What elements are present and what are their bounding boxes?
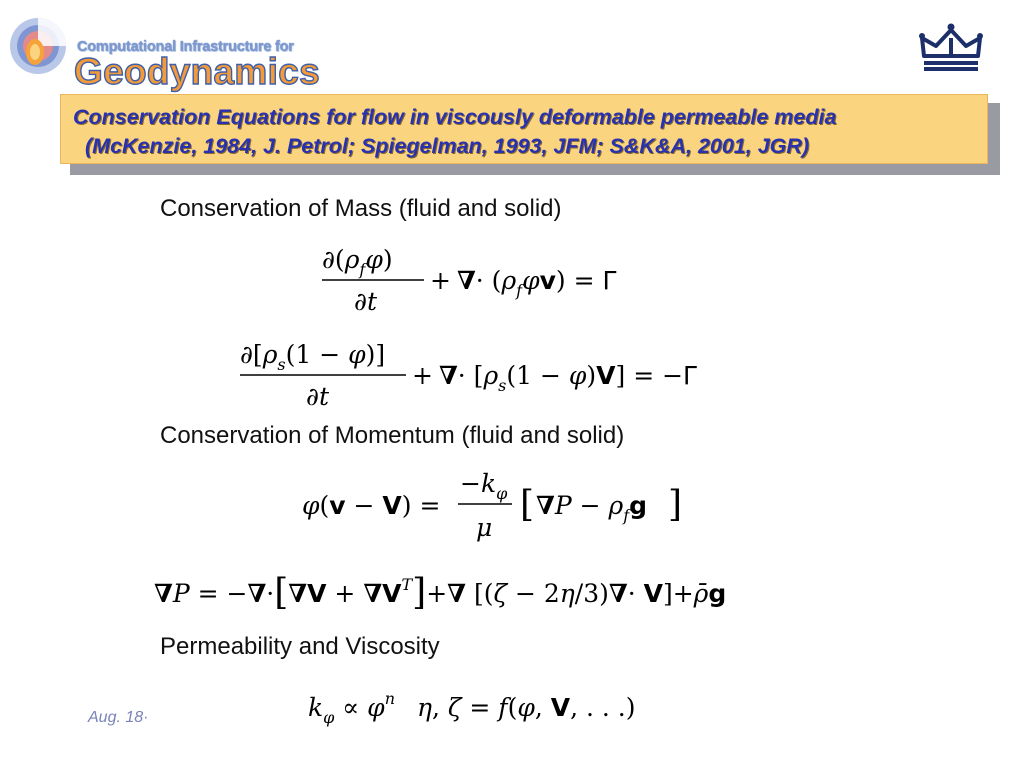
crown-icon: [918, 22, 984, 72]
cig-logo-mark-icon: [8, 16, 68, 76]
svg-text:μ: μ: [476, 513, 493, 542]
equation-darcy: [298, 468, 698, 548]
svg-text:∂(ρfφ): $\partial(\rho_f\varphi)$: [322, 245, 393, 279]
cig-logo: [8, 14, 338, 92]
heading-momentum: Conservation of Momentum (fluid and solid): [160, 422, 625, 449]
equation-momentum: [150, 568, 870, 624]
svg-text:∇P − ρfg: $\nabla P - \rho_fg$: [536, 491, 648, 525]
equation-mass-fluid: [318, 240, 668, 320]
heading-permeability: Permeability and Viscosity: [160, 633, 440, 660]
equation-mass-solid: [236, 335, 756, 415]
svg-text:−kφ: $-k_\varphi$: [460, 469, 508, 503]
logo-subtitle: Computational Infrastructure for: [77, 39, 294, 55]
svg-text:]: ]: [668, 484, 683, 525]
svg-text:+∇· [ρs(1 − φ)V] = −Γ: + ∇· $[\rho_s(1 - \varphi)V] = -\Gamma$: [412, 361, 697, 395]
svg-text:[: [: [520, 484, 535, 525]
logo-title: Geodynamics: [74, 51, 320, 92]
slide-title-line1: Conservation Equations for flow in viscously deformable permeable media: [73, 105, 837, 129]
svg-text:φ(v − V) =: φ(v − V) =: [302, 491, 441, 520]
equation-permeability: [304, 684, 694, 734]
svg-text:∂[ρs(1 − φ)]: $\partial[\rho_s(1 - \varphi)]$: [240, 340, 386, 374]
slide-title: [73, 103, 983, 161]
heading-mass: Conservation of Mass (fluid and solid): [160, 195, 562, 222]
title-banner: [60, 94, 988, 164]
svg-text:∂t: ∂t: [306, 382, 329, 411]
svg-text:kφ ∝ φnη, ζ = f(φ, V, . . .): $k_\varphi \propto \varphi^n$ η, ζ = f(φ, V, . . .): [308, 689, 636, 727]
footer-date: Aug. 18·: [88, 709, 149, 726]
slide-title-line2: (McKenzie, 1984, J. Petrol; Spiegelman, 1993, JFM; S&K&A, 2001, JGR): [85, 134, 810, 158]
svg-text:∂t: ∂t: [354, 287, 377, 316]
svg-text:+∇· (ρfφv) = Γ: + ∇· $(\rho_f\varphi v) = \Gamma$: [430, 266, 617, 300]
svg-text:∇P = −∇·[∇V + ∇VT]+∇ [(ζ − 2η/: $\nabla P = -\nabla\cdot[\nabla V + \nabla V^T]+\nabla$ [(ζ − 2η/3)∇· V]+ρ̄g: [154, 572, 727, 613]
